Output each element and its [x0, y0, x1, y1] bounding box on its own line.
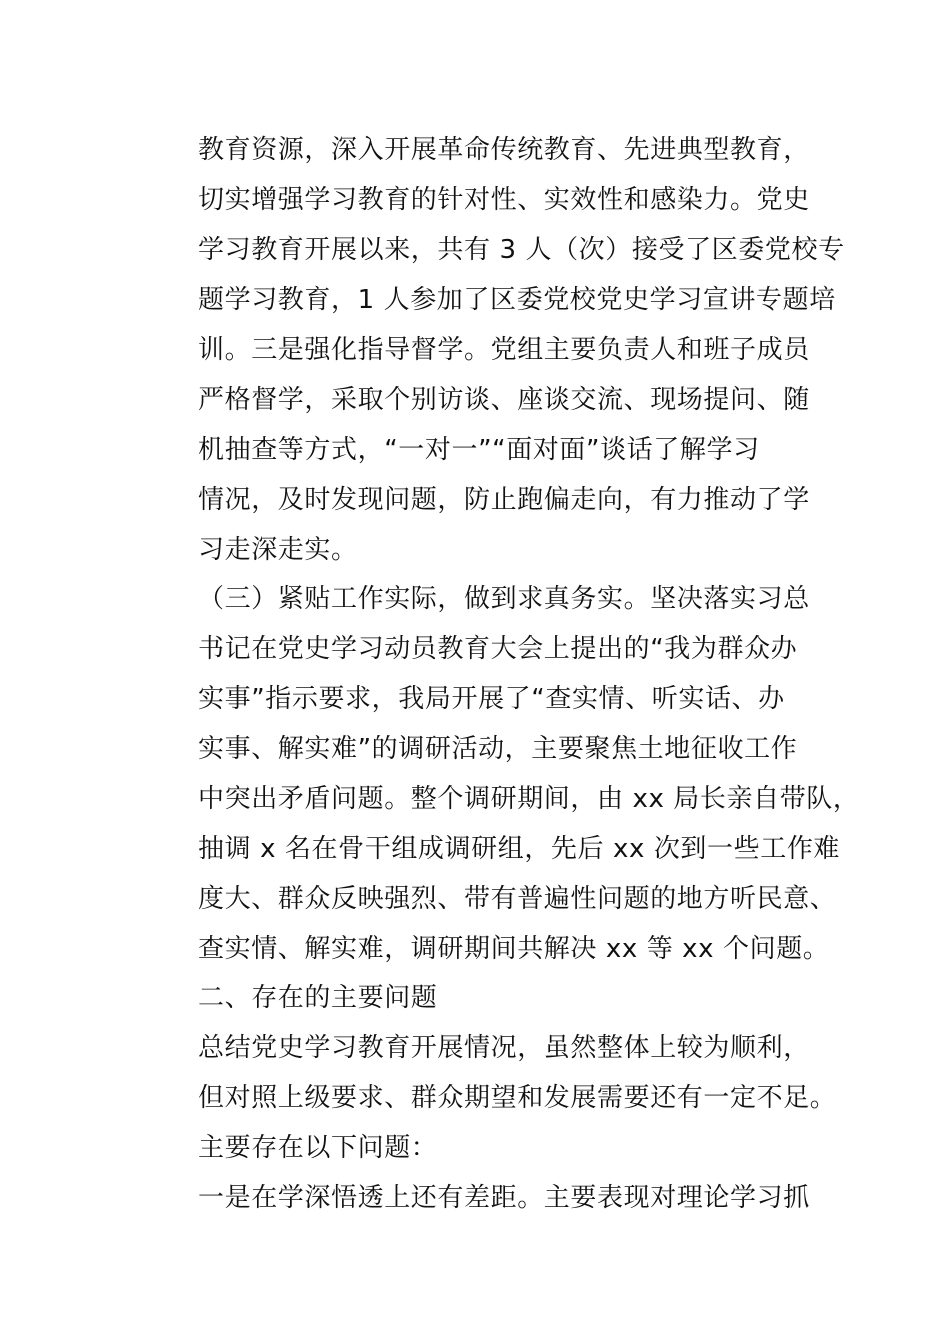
text-line: 训。三是强化指导督学。党组主要负责人和班子成员	[198, 335, 810, 365]
text-line: 切实增强学习教育的针对性、实效性和感染力。党史	[198, 185, 810, 215]
text-line: 题学习教育，1 人参加了区委党校党史学习宣讲专题培	[198, 285, 836, 315]
text-line: 教育资源，深入开展革命传统教育、先进典型教育，	[198, 135, 810, 165]
text-line: 一是在学深悟透上还有差距。主要表现对理论学习抓	[198, 1183, 810, 1213]
text-line: 中突出矛盾问题。整个调研期间，由 xx 局长亲自带队，	[198, 784, 860, 814]
text-line: 总结党史学习教育开展情况，虽然整体上较为顺利，	[198, 1033, 810, 1063]
text-line: 主要存在以下问题：	[198, 1133, 438, 1163]
text-line: 情况，及时发现问题，防止跑偏走向，有力推动了学	[198, 485, 810, 515]
section-heading: （三）紧贴工作实际，做到求真务实。坚决落实习总	[198, 584, 810, 614]
text-line: 但对照上级要求、群众期望和发展需要还有一定不足。	[198, 1083, 837, 1113]
text-line: 度大、群众反映强烈、带有普遍性问题的地方听民意、	[198, 884, 837, 914]
text-line: 严格督学，采取个别访谈、座谈交流、现场提问、随	[198, 385, 810, 415]
text-line: 机抽查等方式，“一对一”“面对面”谈话了解学习	[198, 435, 760, 465]
text-line: 习走深走实。	[198, 535, 358, 565]
text-line: 查实情、解实难，调研期间共解决 xx 等 xx 个问题。	[198, 934, 830, 964]
text-line: 实事、解实难”的调研活动，主要聚焦土地征收工作	[198, 734, 798, 764]
text-line: 学习教育开展以来，共有 3 人（次）接受了区委党校专	[198, 235, 845, 265]
text-line: 书记在党史学习动员教育大会上提出的“我为群众办	[198, 634, 798, 664]
text-line: 实事”指示要求，我局开展了“查实情、听实话、办	[198, 684, 785, 714]
section-heading: 二、存在的主要问题	[198, 983, 438, 1013]
text-line: 抽调 x 名在骨干组成调研组，先后 xx 次到一些工作难	[198, 834, 841, 864]
